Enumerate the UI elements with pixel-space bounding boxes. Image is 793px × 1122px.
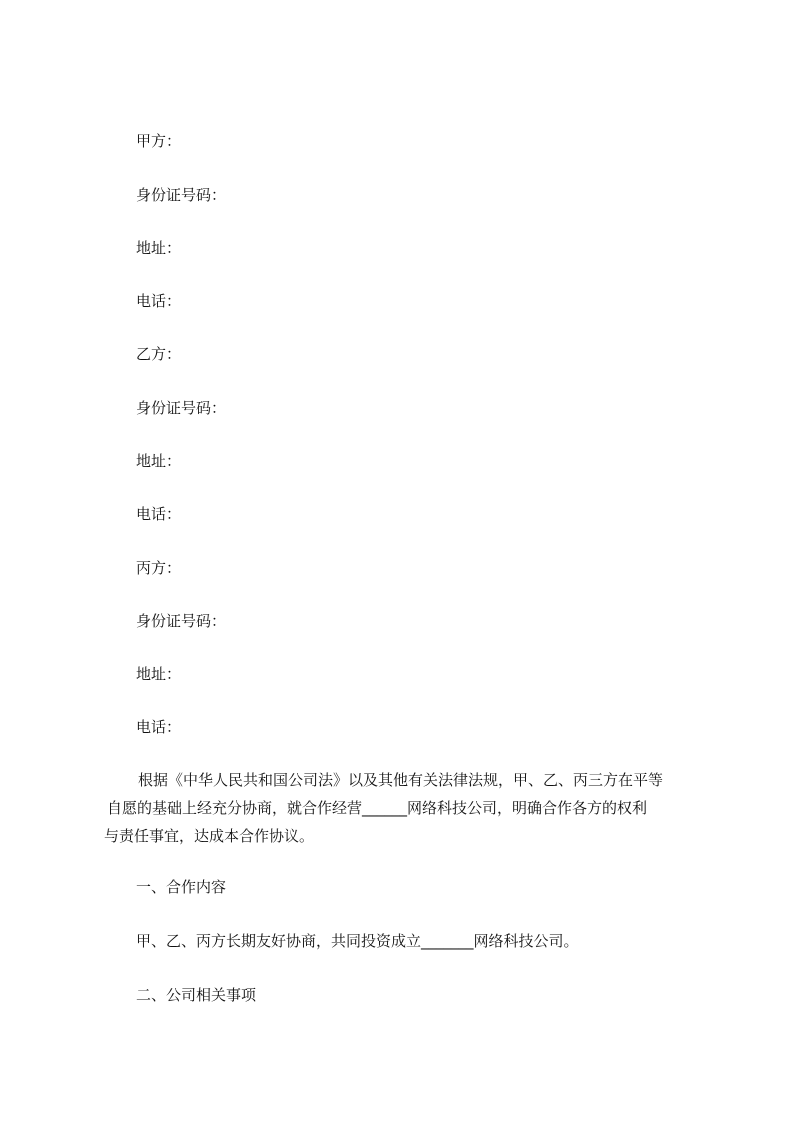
preamble-line-2: 自愿的基础上经充分协商，就合作经营______网络科技公司，明确合作各方的权利 [107,799,648,817]
preamble-line-1: 根据《中华人民共和国公司法》以及其他有关法律法规，甲、乙、丙三方在平等 [138,771,664,789]
section-1-heading: 一、合作内容 [136,878,227,896]
party-a-phone-label: 电话： [136,292,182,310]
party-a-id-label: 身份证号码： [136,186,227,204]
party-c-id-label: 身份证号码： [136,612,227,630]
preamble-line-3: 与责任事宜，达成本合作协议。 [104,827,315,845]
party-a-name-label: 甲方： [136,132,182,150]
party-a-address-label: 地址： [136,239,182,257]
party-b-name-label: 乙方： [136,345,182,363]
section-1-body: 甲、乙、丙方长期友好协商，共同投资成立_______网络科技公司。 [136,932,579,950]
section-2-heading: 二、公司相关事项 [136,986,257,1004]
preamble-paragraph [104,766,698,850]
party-b-address-label: 地址： [136,452,182,470]
party-c-phone-label: 电话： [136,718,182,736]
party-b-id-label: 身份证号码： [136,399,227,417]
party-c-name-label: 丙方： [136,559,182,577]
party-c-address-label: 地址： [136,665,182,683]
party-b-phone-label: 电话： [136,505,182,523]
